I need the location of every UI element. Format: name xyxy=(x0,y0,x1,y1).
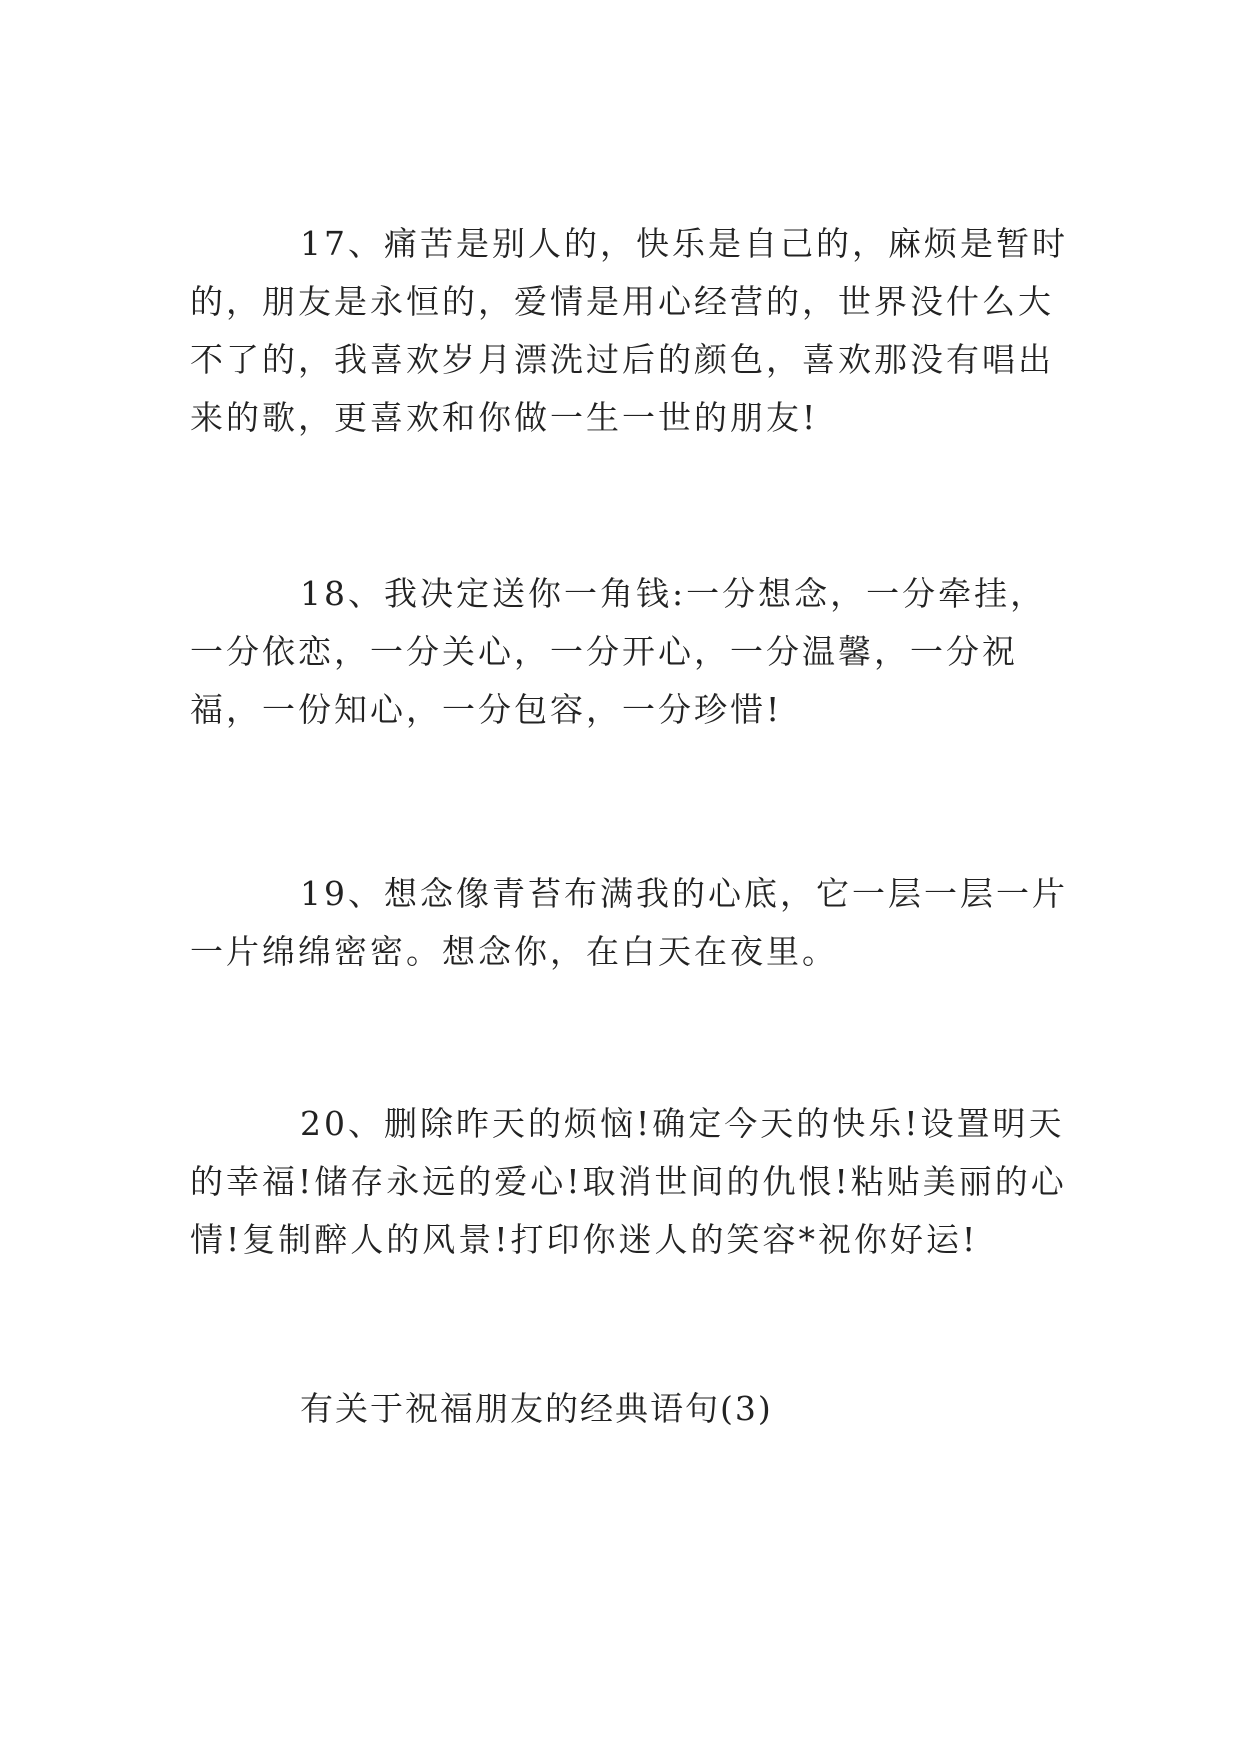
paragraph-19: 19、想念像青苔布满我的心底，它一层一层一片一片绵绵密密。想念你，在白天在夜里。 xyxy=(190,874,1068,971)
paragraph-18: 18、我决定送你一角钱:一分想念，一分牵挂，一分依恋，一分关心，一分开心，一分温馨，一分祝福，一份知心，一分包容，一分珍惜! xyxy=(190,574,1047,729)
paragraph-20: 20、删除昨天的烦恼!确定今天的快乐!设置明天的幸福!储存永远的爱心!取消世间的仇恨!粘贴美丽的心情!复制醉人的风景!打印你迷人的笑容*祝你好运! xyxy=(190,1104,1067,1259)
paragraph-17: 17、痛苦是别人的，快乐是自己的，麻烦是暂时的，朋友是永恒的，爱情是用心经营的，世界没什么大不了的，我喜欢岁月漂洗过后的颜色，喜欢那没有唱出来的歌，更喜欢和你做一生一世的朋友! xyxy=(190,224,1068,437)
section-heading: 有关于祝福朋友的经典语句(3) xyxy=(300,1389,773,1428)
